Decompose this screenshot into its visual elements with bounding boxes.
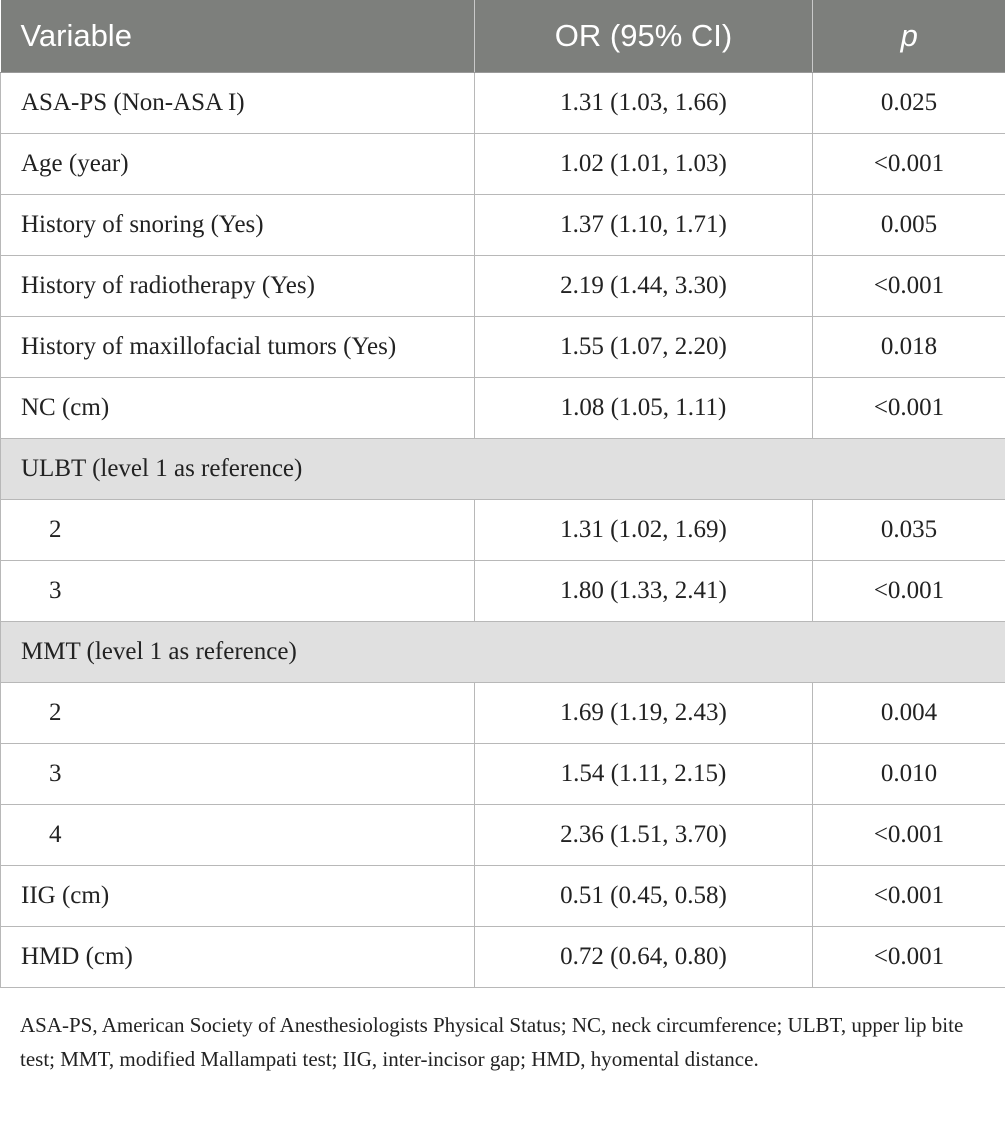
p-value-cell: 0.004	[813, 683, 1005, 744]
variable-cell: 4	[1, 805, 475, 866]
group-row	[1, 622, 1005, 683]
p-value-cell: <0.001	[813, 561, 1005, 622]
variable-cell: History of snoring (Yes)	[1, 195, 475, 256]
table-row	[1, 805, 1005, 866]
odds-ratio-cell: 0.51 (0.45, 0.58)	[475, 866, 813, 927]
header-p-value: p	[813, 0, 1005, 73]
p-value-cell: <0.001	[813, 927, 1005, 988]
group-label: MMT (level 1 as reference)	[1, 622, 1005, 683]
table-row	[1, 561, 1005, 622]
variable-cell: ASA-PS (Non-ASA I)	[1, 73, 475, 134]
table-row	[1, 256, 1005, 317]
odds-ratio-cell: 2.19 (1.44, 3.30)	[475, 256, 813, 317]
table-row	[1, 683, 1005, 744]
p-value-cell: <0.001	[813, 256, 1005, 317]
header-odds-ratio: OR (95% CI)	[475, 0, 813, 73]
table-row	[1, 866, 1005, 927]
odds-ratio-cell: 1.54 (1.11, 2.15)	[475, 744, 813, 805]
odds-ratio-cell: 0.72 (0.64, 0.80)	[475, 927, 813, 988]
p-value-cell: 0.025	[813, 73, 1005, 134]
odds-ratio-cell: 1.69 (1.19, 2.43)	[475, 683, 813, 744]
table-row	[1, 500, 1005, 561]
variable-cell: HMD (cm)	[1, 927, 475, 988]
table-row	[1, 744, 1005, 805]
variable-cell: Age (year)	[1, 134, 475, 195]
p-value-cell: 0.018	[813, 317, 1005, 378]
p-value-cell: 0.005	[813, 195, 1005, 256]
p-value-cell: <0.001	[813, 866, 1005, 927]
table-body	[1, 73, 1005, 988]
group-label: ULBT (level 1 as reference)	[1, 439, 1005, 500]
variable-cell: 2	[1, 683, 475, 744]
table-row	[1, 73, 1005, 134]
table-row	[1, 317, 1005, 378]
table-header	[1, 0, 1005, 73]
p-value-cell: <0.001	[813, 134, 1005, 195]
p-value-cell: <0.001	[813, 805, 1005, 866]
variable-cell: 2	[1, 500, 475, 561]
odds-ratio-cell: 1.31 (1.03, 1.66)	[475, 73, 813, 134]
odds-ratio-cell: 1.37 (1.10, 1.71)	[475, 195, 813, 256]
table-row	[1, 195, 1005, 256]
table-row	[1, 378, 1005, 439]
table-footnote: ASA-PS, American Society of Anesthesiologists Physical Status; NC, neck circumference; ULBT, upper lip bite test; MMT, modified Mallampati test; IIG, inter-incisor gap; HMD, hyomental distance.	[20, 1013, 964, 1071]
p-value-cell: 0.035	[813, 500, 1005, 561]
odds-ratio-cell: 1.02 (1.01, 1.03)	[475, 134, 813, 195]
p-value-cell: 0.010	[813, 744, 1005, 805]
variable-cell: History of radiotherapy (Yes)	[1, 256, 475, 317]
p-value-cell: <0.001	[813, 378, 1005, 439]
group-row	[1, 439, 1005, 500]
header-row	[1, 0, 1005, 73]
odds-ratio-cell: 1.80 (1.33, 2.41)	[475, 561, 813, 622]
odds-ratio-cell: 1.31 (1.02, 1.69)	[475, 500, 813, 561]
header-variable: Variable	[1, 0, 475, 73]
table-row	[1, 927, 1005, 988]
variable-cell: IIG (cm)	[1, 866, 475, 927]
variable-cell: 3	[1, 744, 475, 805]
odds-ratio-cell: 2.36 (1.51, 3.70)	[475, 805, 813, 866]
odds-ratio-cell: 1.55 (1.07, 2.20)	[475, 317, 813, 378]
table-row	[1, 134, 1005, 195]
variable-cell: History of maxillofacial tumors (Yes)	[1, 317, 475, 378]
variable-cell: NC (cm)	[1, 378, 475, 439]
variable-cell: 3	[1, 561, 475, 622]
odds-ratio-cell: 1.08 (1.05, 1.11)	[475, 378, 813, 439]
